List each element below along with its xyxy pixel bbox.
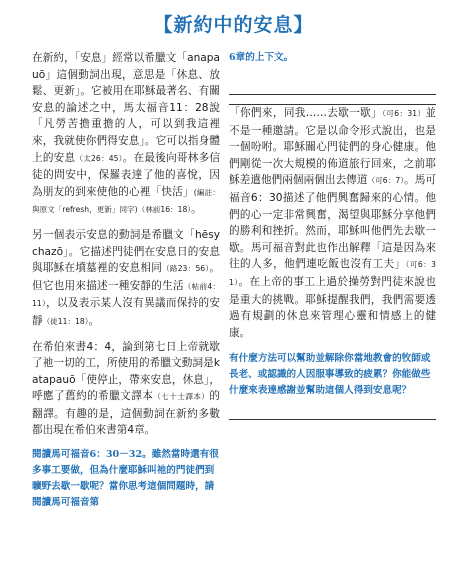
paragraph-hesychazo: 另一個表示安息的動詞是希臘文「hēsychazō」。它描述門徒們在安息日的安息與耶穌在墳墓裡的安息相同（路23：56）。但它也用來描述一種安靜的生活（帖前4：11），以及表示某人沒有異議而保持的安靜（徒11：18）。 [32,228,221,327]
right-column [229,50,436,420]
paragraph-katapauo: 在希伯來書4：4，論到第七日上帝就歇了祂一切的工，所使用的希臘文動詞是katapauō「使停止，帶來安息，休息」，呼應了舊約的希臘文譯本（七十士譯本）的翻譯。有趣的是，這個動詞在新約多數都出現在希伯來書第4章。 [32,340,221,437]
study-question-continued: 6章的上下文。 [229,52,294,63]
answer-line [229,94,436,95]
paragraph-anapauo: 在新約，「安息」經常以希臘文「anapauō」這個動詞出現，意思是「休息、放鬆、更新」。它被用在耶穌最著名、有關安息的論述之中，馬太福音11：28說「凡勞苦擔重擔的人，可以到我這裡來，我就使你們得安息」。它可以指身體上的安息（太26：45）。在最後向哥林多信徒的問安中，保羅表達了他的喜悅，因為朋友的到來使他的心裡「快活」(編註：與原文「refresh，更新」同字)（林前16：18）。 [32,52,221,216]
study-question: 閱讀馬可福音6：30－32。雖然當時還有很多事工要做，但為什麼耶穌叫祂的門徒們到曠野去歇一歇呢？當你思考這個問題時，請閱讀馬可福音第 [32,449,219,509]
left-column [32,50,220,511]
reflection-question: 有什麼方法可以幫助並解除你當地教會的牧師或長老、或認識的人因服事導致的疲累？你能做些什麼來表達感謝並幫助這個人得到安息呢？ [229,353,431,397]
answer-line [229,419,436,420]
page-title: 【新約中的安息】 [153,14,314,36]
paragraph-come-rest: 「你們來，同我……去歇一歇」（可6：31）並不是一種邀請。它是以命令形式說出，也是一個吩咐。耶穌關心門徒們的身心健康。他們剛從一次大規模的佈道旅行回來，之前耶穌差遣他們兩個兩個出去傳道（可6：7）。馬可福音6：30描述了他們興奮歸來的心情。他們的心一定非常興奮，渴望與耶穌分享他們的勝利和挫折。然而，耶穌叫他們先去歇一歇。馬可福音對此也作出解釋「這是因為來往的人多，他們連吃飯也沒有工夫」（可6：31）。在上帝的事工上過於操勞對門徒來說也是重大的挑戰。耶穌提醒我們，我們需要透過有規劃的休息來管理心靈和情感上的健康。 [229,107,437,339]
